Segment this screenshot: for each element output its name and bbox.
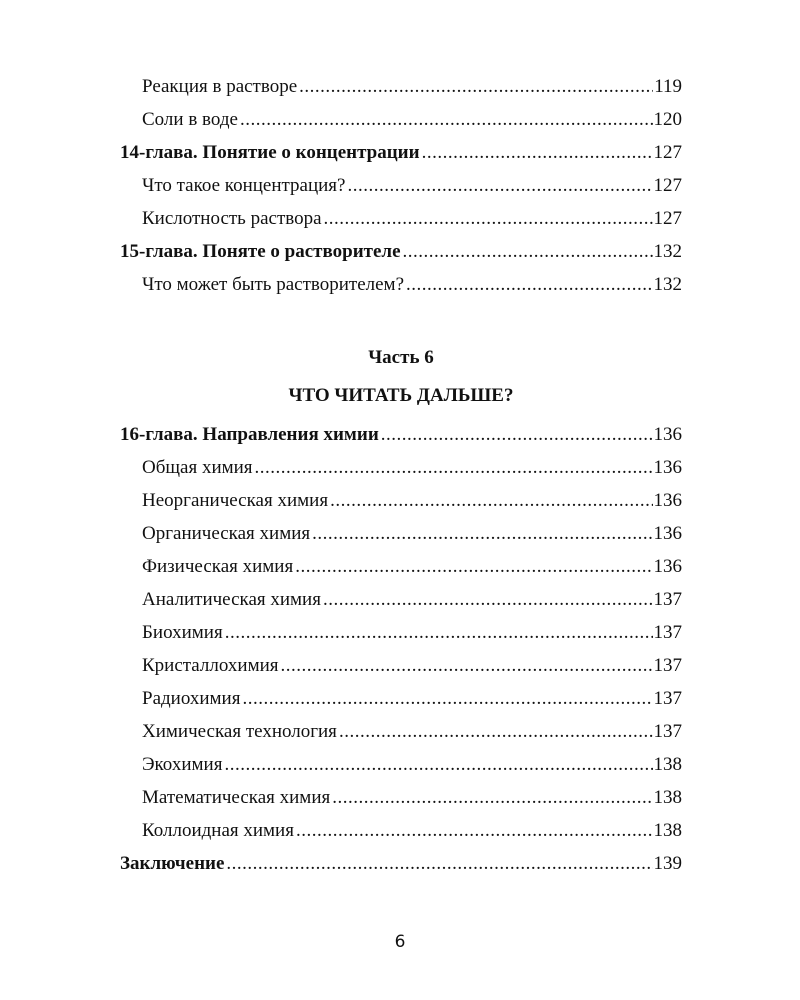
toc-entry-page: 137 [653,589,682,610]
toc-entry-label: Общая химия [142,457,253,478]
toc-dot-leader [381,418,653,451]
toc-entry-label: Кристаллохимия [142,655,279,676]
toc-entry-label: Кислотность раствора [142,208,322,229]
toc-section-entry [120,169,682,202]
toc-dot-leader [226,847,652,880]
toc-dot-leader [295,550,652,583]
toc-entry-label: Химическая технология [142,721,337,742]
toc-entry-label: 15-глава. Поняте о растворителе [120,241,401,262]
toc-entry-label: Коллоидная химия [142,820,294,841]
toc-section-entry [120,616,682,649]
toc-entry-label: Математическая химия [142,787,331,808]
toc-entry-label: Неорганическая химия [142,490,329,511]
toc-entry-label: Радиохимия [142,688,241,709]
toc-entry-label: Что может быть растворителем? [142,274,405,295]
toc-entry-page: 138 [653,754,682,775]
toc-dot-leader [339,715,653,748]
toc-entry-page: 138 [653,820,682,841]
toc-section-entry [120,550,682,583]
toc-dot-leader [406,268,652,301]
toc-section-entry [120,781,682,814]
toc-entry-page: 136 [653,490,682,511]
toc-section-entry [120,715,682,748]
toc-dot-leader [299,70,653,103]
toc-dot-leader [240,103,653,136]
toc-section-entry [120,682,682,715]
toc-entry-page: 136 [653,424,682,445]
toc-entry-page: 139 [653,853,682,874]
toc-entry-page: 138 [653,787,682,808]
toc-section-entry [120,202,682,235]
toc-entry-label: Биохимия [142,622,223,643]
toc-entry-label: Физическая химия [142,556,294,577]
toc-entry-page: 137 [653,688,682,709]
toc-entry-page: 119 [654,76,682,97]
toc-entry-page: 137 [653,655,682,676]
toc-section-entry [120,583,682,616]
toc-entry-label: Органическая химия [142,523,311,544]
toc-entry-label: Заключение [120,853,225,874]
toc-entry-label: 16-глава. Направления химии [120,424,379,445]
toc-section-entry [120,268,682,301]
toc-dot-leader [324,202,653,235]
toc-list-top [120,70,682,301]
toc-section-entry [120,814,682,847]
toc-section-entry [120,484,682,517]
toc-dot-leader [296,814,653,847]
toc-entry-page: 136 [653,523,682,544]
toc-entry-page: 127 [653,142,682,163]
toc-entry-label: Реакция в растворе [142,76,298,97]
toc-section-entry [120,649,682,682]
toc-entry-label: Что такое концентрация? [142,175,346,196]
toc-entry-label: 14-глава. Понятие о концентрации [120,142,420,163]
toc-section-entry [120,748,682,781]
toc-section-entry [120,451,682,484]
toc-chapter-entry [120,235,682,268]
toc-dot-leader [242,682,652,715]
toc-chapter-entry [120,136,682,169]
toc-entry-page: 127 [653,175,682,196]
toc-entry-page: 136 [653,457,682,478]
toc-entry-label: Соли в воде [142,109,238,130]
toc-entry-page: 132 [653,274,682,295]
toc-section-entry [120,103,682,136]
toc-dot-leader [347,169,652,202]
toc-entry-page: 136 [653,556,682,577]
toc-dot-leader [422,136,653,169]
toc-entry-label: Экохимия [142,754,223,775]
toc-entry-page: 137 [653,622,682,643]
toc-dot-leader [330,484,652,517]
toc-entry-page: 137 [653,721,682,742]
part-title-heading: ЧТО ЧИТАТЬ ДАЛЬШЕ? [288,385,514,406]
part-number-heading: Часть 6 [368,347,434,368]
toc-dot-leader [323,583,653,616]
toc-chapter-entry [120,847,682,880]
toc-list-bottom [120,418,682,880]
toc-dot-leader [225,616,653,649]
toc-entry-label: Аналитическая химия [142,589,321,610]
toc-dot-leader [255,451,653,484]
toc-entry-page: 120 [653,109,682,130]
toc-dot-leader [281,649,653,682]
toc-dot-leader [312,517,652,550]
toc-dot-leader [224,748,652,781]
toc-section-entry [120,70,682,103]
toc-entry-page: 132 [653,241,682,262]
toc-entry-page: 127 [653,208,682,229]
toc-section-entry [120,517,682,550]
toc-dot-leader [332,781,652,814]
toc-dot-leader [403,235,653,268]
page-number: 6 [394,932,406,952]
toc-chapter-entry [120,418,682,451]
